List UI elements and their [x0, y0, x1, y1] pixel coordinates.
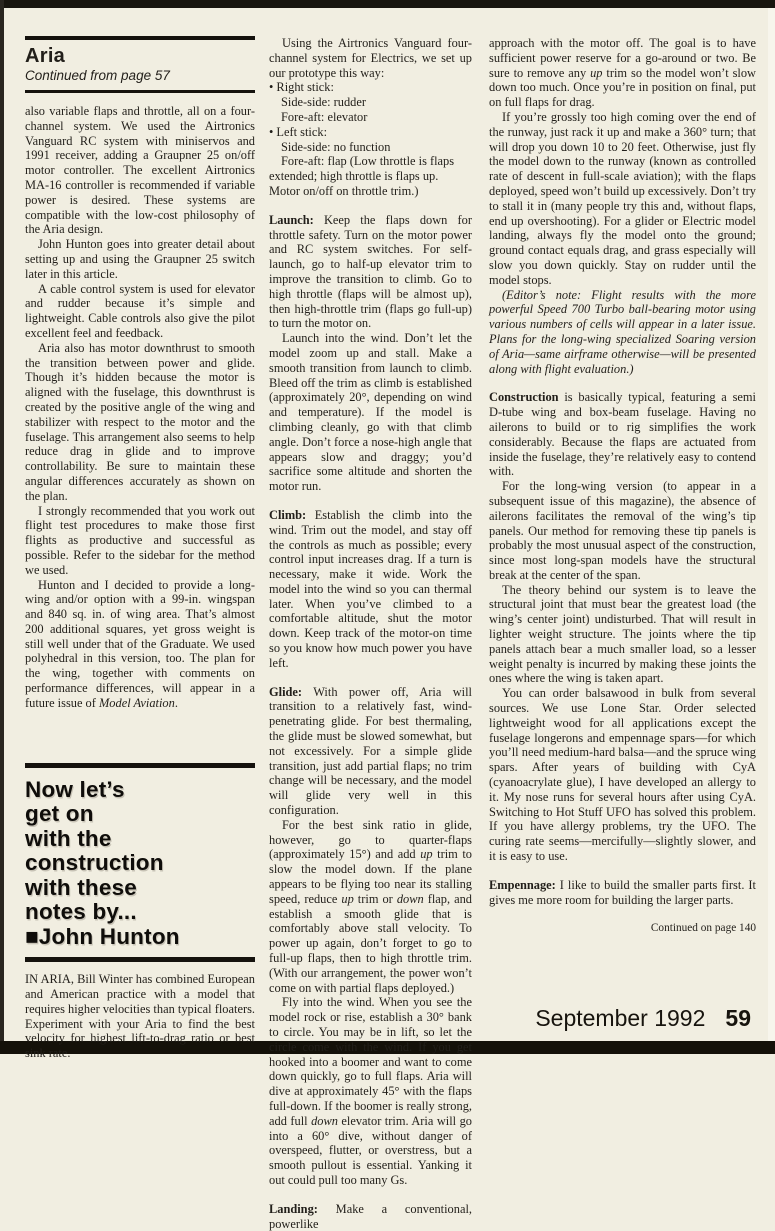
article [25, 36, 756, 1231]
pullquote-line: construction [25, 850, 164, 876]
bullet-sub-item: Fore-aft: elevator [281, 109, 368, 124]
bullet-sub-item: Fore-aft: flap (Low throttle is flaps extended; high throttle is flaps up. Motor on/off on throttle trim.) [269, 154, 455, 198]
page-top-bar [0, 0, 775, 8]
pullquote-line: with the [25, 825, 112, 851]
paragraph: Construction is basically typical, featuring a semi D-tube wing and box-beam fuselage. Having no ailerons to build or to rig simplifies the work considerably. Because the flaps are actuated from inside the fuselage, they’re relatively easy to contend with. [489, 390, 756, 479]
footer-page-number: 59 [725, 1005, 751, 1031]
paragraph: Hunton and I decided to provide a long-wing and/or option with a 99-in. wingspan and 840 sq. in. of wing area. That’s almost 200 additional squares, yet gross weight is still well under that of the Graduate. We used polyhedral in this version, too. The plan for the wing, together with comments on performance differences, will appear in a future issue of Model Aviation. [25, 577, 255, 710]
header-rule-bottom [25, 90, 255, 93]
column-2 [269, 36, 472, 1231]
paragraph: approach with the motor off. The goal is to have sufficient power reserve for a go-around or two. Be sure to remove any up trim so the model won’t slow down too much. Once you’re in position on final, put on full flaps for drag. [489, 36, 756, 110]
paragraph: The theory behind our system is to leave the structural joint that must bear the greatest load (the wing’s center joint) undisturbed. That will result in lighter weight structure. The joints where the tip panels attach bear a much smaller load, so a lesser weight penalty is incurred by making these joints the ones where the wing is taken apart. [489, 582, 756, 686]
column-1 [25, 36, 255, 1231]
bullet-sub-item: Side-side: no function [281, 139, 391, 154]
paragraph: For the long-wing version (to appear in a subsequent issue of this magazine), the absence of ailerons facilitates the removal of the wing’s tip panels. Our method for removing these tip panels is probably the most unusual aspect of the construction, since most long-span models have the structural break at the center of the span. [489, 479, 756, 582]
paragraph: For the best sink ratio in glide, however, go to quarter-flaps (approximately 15°) and add up trim to slow the model down. If the plane appears to be flying too near its stalling speed, reduce up trim or down flap, and establish a smooth glide that is comfortably above stall velocity. To power up again, don’t forget to go to full-up flaps, then to high throttle trim. (With our arrangement, the power won’t come on with partial flaps deployed.) [269, 817, 473, 995]
paragraph: Fly into the wind. When you see the model rock or rise, establish a 30° bank to circle. You may be in lift, so let the circle come with the wind. If you get hooked into a boomer and want to come down quickly, go to full flaps. Aria will dive at approximately 45° with the flaps full-down. If the boomer is really strong, add full down elevator trim. Aria will go into a 60° dive, without danger of overspeed, flutter, or overstress, but a smooth pullout is essential. Yanking it out could pull too many Gs. [269, 995, 473, 1187]
paragraph: Empennage: I like to build the smaller parts first. It gives me more room for building the larger parts. [489, 877, 756, 907]
article-subtitle: Continued from page 57 [25, 68, 170, 83]
paragraph: Landing: Make a conventional, powerlike [269, 1201, 472, 1231]
footer-issue: September 1992 [535, 1005, 706, 1031]
header-rule-top [25, 36, 255, 40]
paragraph: A cable control system is used for elevator and rudder because it’s simple and lightweight. Cable controls also give the pilot excellent feel and feedback. [25, 281, 255, 340]
paragraph: Aria also has motor downthrust to smooth the transition between power and glide. Though it’s hidden because the motor is aligned with the fuselage, this downthrust is created by the positive angle of the wing and stabilizer with respect to the motor and the fuselage. This arrangement also seems to help reduce drag in glide and to improve controllability. Be sure to maintain these angular differences accurately as shown on the plan. [25, 340, 255, 503]
paragraph: Launch into the wind. Don’t let the model zoom up and stall. Make a smooth transition from launch to climb. Bleed off the trim as climb is established (approximately 20°, depending on wind and temperature). If the model is climbing cleanly, go with that climb angle. Don’t force a nose-high angle that appears slow and draggy; you’d sacrifice some altitude and shorten the motor run. [269, 331, 472, 494]
page-right-edge [768, 8, 775, 1041]
pullquote-line: with these [25, 874, 138, 900]
pullquote-line: notes by... [25, 899, 137, 925]
page-footer [535, 1005, 751, 1032]
paragraph: (Editor’s note: Flight results with the more powerful Speed 700 Turbo ball-bearing motor using various numbers of cells will appear in a later issue. Plans for the long-wing specialized Soaring version of Aria—same airframe otherwise—will be presented along with flight evaluation.) [489, 287, 756, 376]
bullet-item: • Left stick: [269, 124, 328, 139]
pullquote-line: get on [25, 801, 94, 827]
pullquote [25, 778, 255, 950]
pullquote-line: Now let’s [25, 776, 125, 802]
divider-rule [25, 763, 255, 768]
divider-rule [25, 957, 255, 962]
paragraph: Continued on page 140 [650, 922, 756, 935]
paragraph: If you’re grossly too high coming over the end of the runway, just rack it up and make a 360° turn; that will drop you down 10 to 20 feet. Otherwise, just fly the model down to the runway (known as controlled rate of descent in full-scale aviation); with the flaps deployed, speed won’t build up excessively. Don’t try to stall it in (many people try this and, without flaps, end up overshooting). For a glider or Electric model landing, always fly the model onto the ground; ground contact equals drag, and grass especially will slow you down quickly. Stay on rudder until the model stops. [489, 109, 756, 287]
paragraph: Using the Airtronics Vanguard four-channel system for Electrics, we set up our prototype this way: [269, 36, 472, 80]
paragraph: John Hunton goes into greater detail about setting up and using the Graupner 25 switch later in this article. [25, 237, 255, 281]
paragraph: also variable flaps and throttle, all on a four-channel system. We used the Airtronics Vanguard RC system with miniservos and 1991 receiver, adding a Graupner 25 on/off motor controller. The excellent Airtronics MA-16 controller is recommended if variable power is desired. These systems are compatible with the low-cost philosophy of the Aria design. [25, 104, 255, 237]
bullet-sub-item: Side-side: rudder [281, 95, 366, 110]
paragraph: Launch: Keep the flaps down for throttle safety. Turn on the motor power and RC system switches. For self-launch, go to half-up elevator trim to improve the transition to climb. Go to high throttle (flaps will be almost up), then high-throttle trim (flaps go full-up) to turn the motor on. [269, 212, 472, 331]
article-header [25, 36, 255, 93]
paragraph: Climb: Establish the climb into the wind. Trim out the model, and stay off the controls as much as possible; every control input increases drag. If a turn is necessary, make it wide. Work the model into the wind so you can thermal later. When you’ve climbed to a comfortable altitude, shut the motor down. Keep track of the motor-on time so you know how much power you have left. [269, 507, 472, 670]
article-title: Aria [25, 45, 66, 67]
page-left-edge-bar [0, 0, 4, 1054]
paragraph: Glide: With power off, Aria will transition to a relatively fast, wind-penetrating glide. For best thermaling, the glide must be slowed somewhat, but not excessively. For a simple glide transition, just add partial flaps; no trim change will be necessary, and the model will glide very well in this configuration. [269, 684, 472, 818]
column-3 [489, 36, 756, 1231]
pullquote-line: ■John Hunton [25, 923, 180, 949]
paragraph: You can order balsawood in bulk from several sources. We use Lone Star. Order selected lightweight wood for all applications except the fuselage longerons and empennage spars—for which you’ll need medium-hard balsa—and the spruce wing spars. After years of building with CyA (cyanoacrylate glue), I have developed an allergy to it. My nose runs for several hours after using CyA. Switching to Hot Stuff UFO has solved this problem. If you have allergy problems, try the UFO. The curing rate seems—mercifully—slightly slower, and it is easy to use. [489, 686, 756, 864]
bullet-item: • Right stick: [269, 80, 334, 95]
paragraph: I strongly recommended that you work out flight test procedures to make those first flights as productive and successful as possible. Refer to the sidebar for the method we used. [25, 503, 255, 577]
paragraph: IN ARIA, Bill Winter has combined European and American practice with a model that requires higher velocities than typical floaters. Experiment with your Aria to find the best velocity for highest lift-to-drag ratio or best sink rate. [25, 972, 255, 1061]
